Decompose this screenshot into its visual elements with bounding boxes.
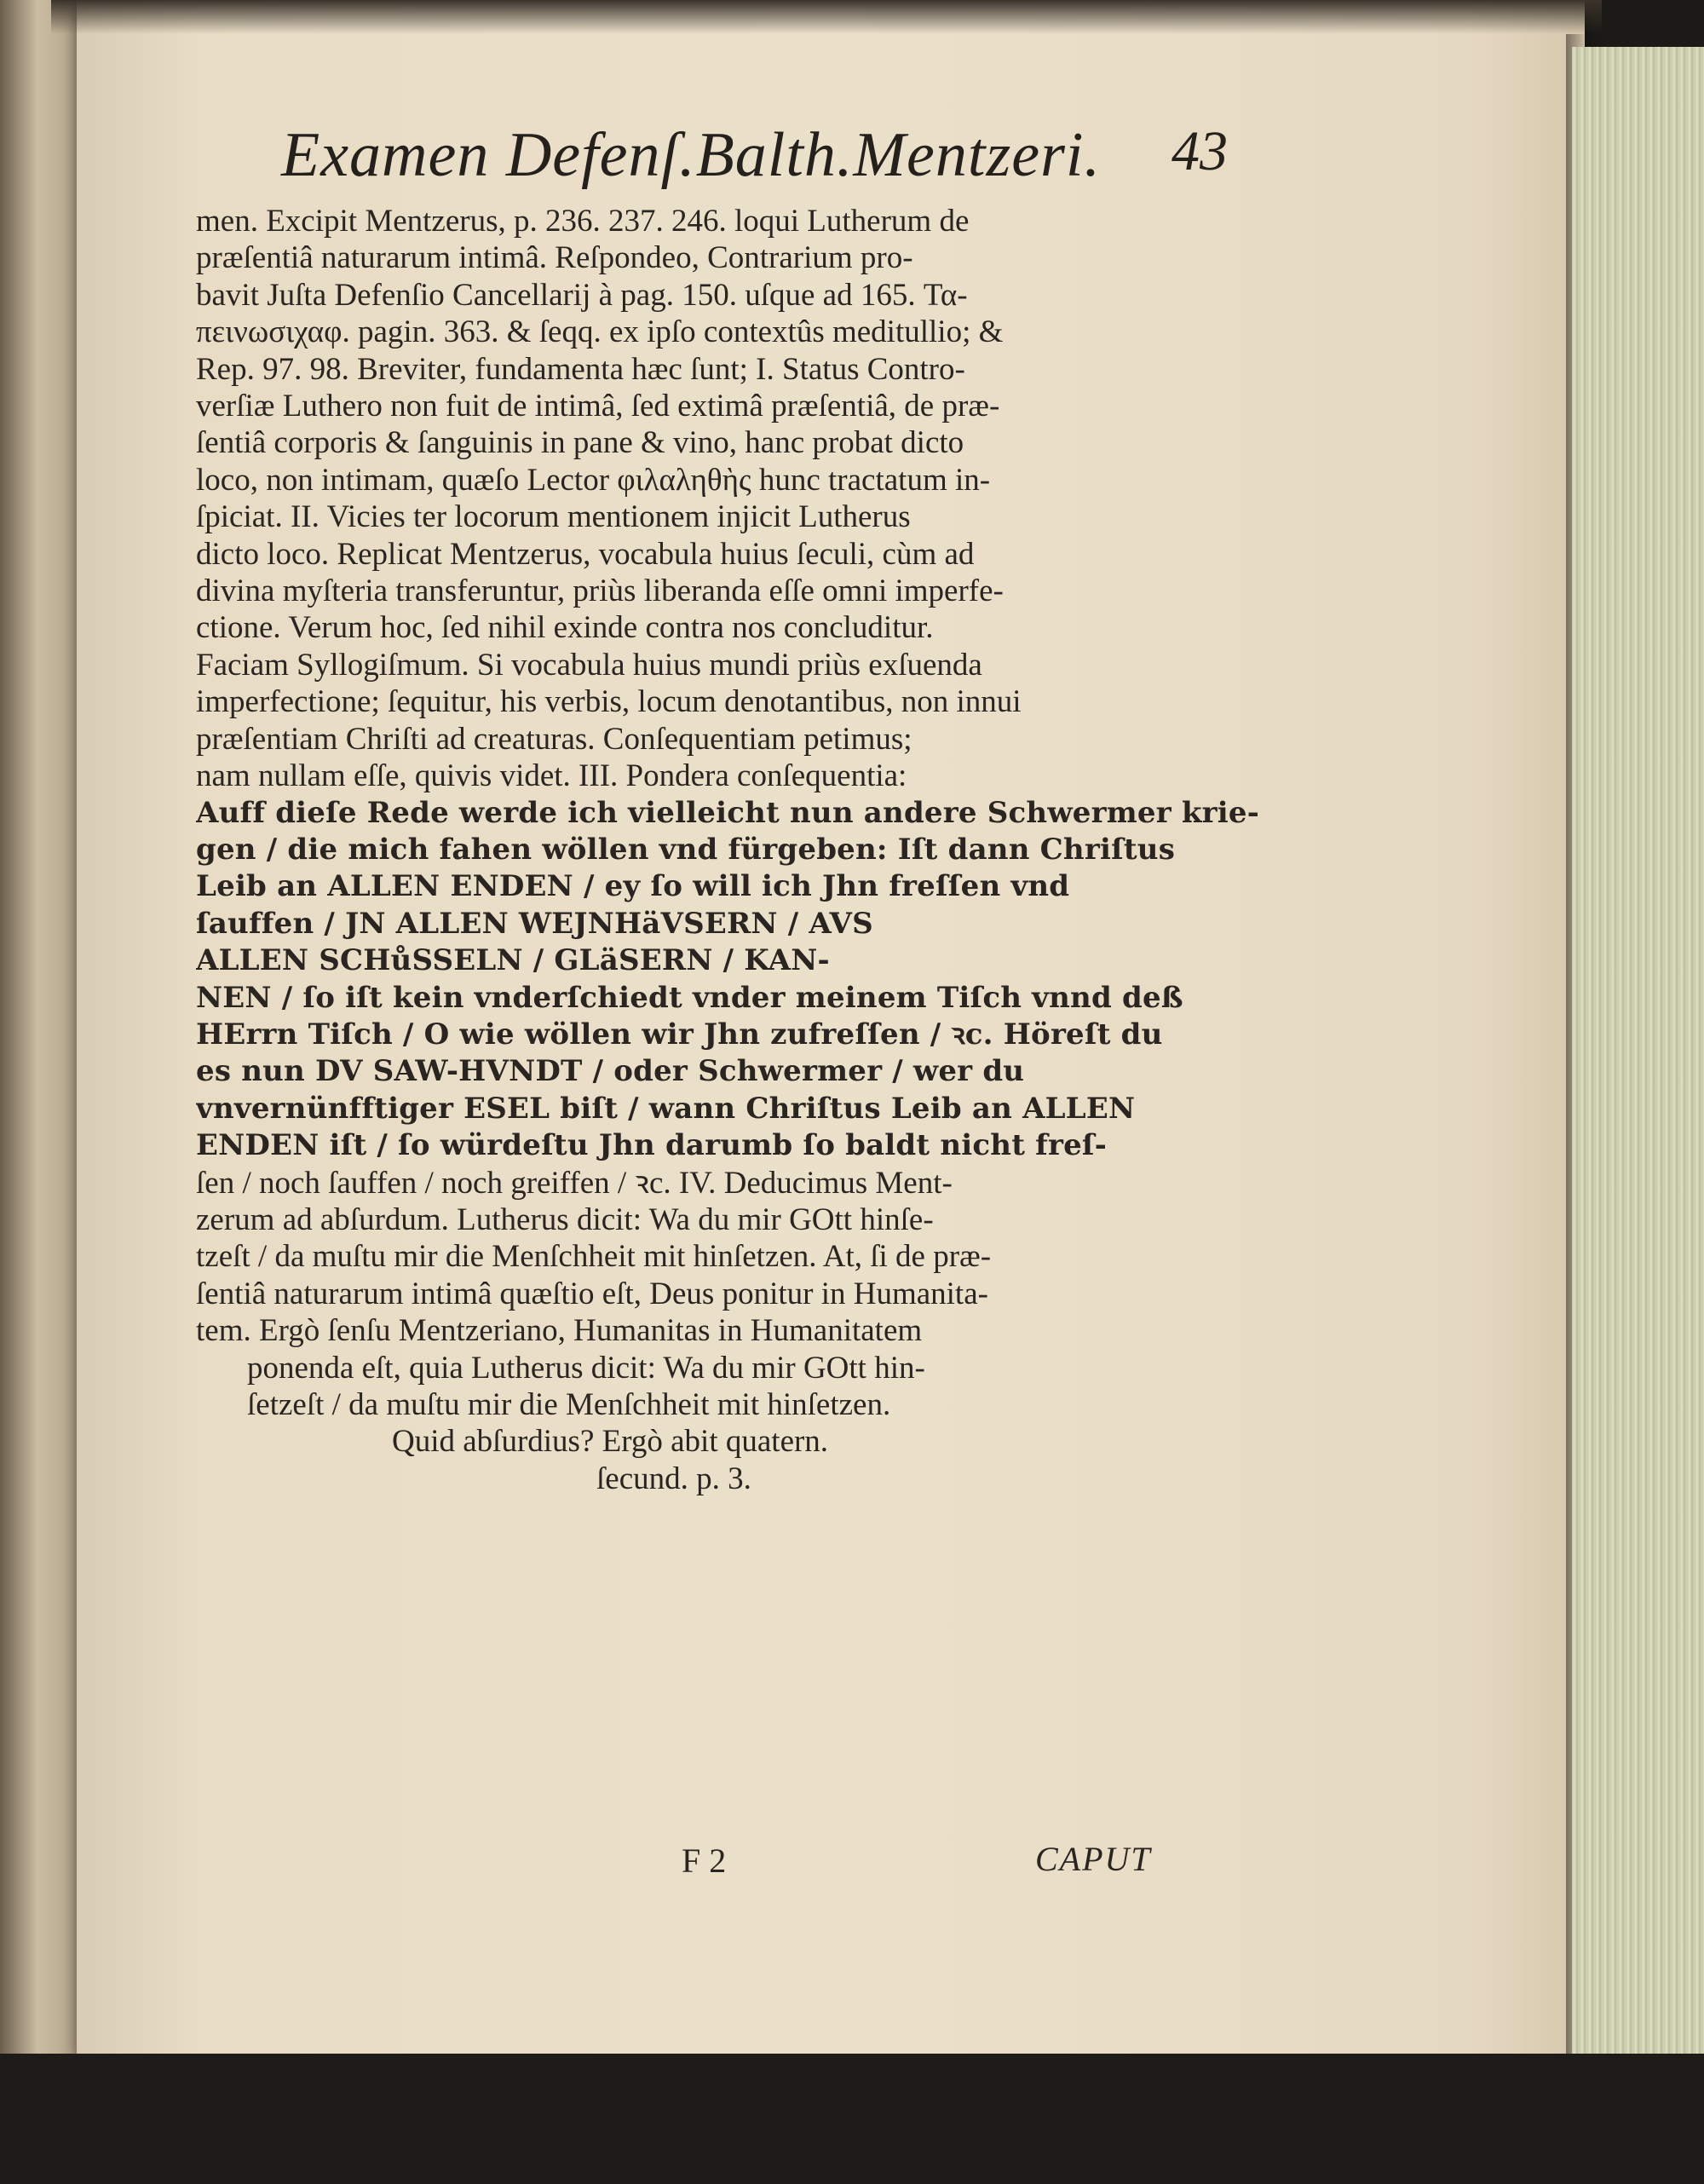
text-line-fraktur: gen / die mich fahen wöllen vnd fürgeben: Iſt dann Chriſtus [196, 832, 1176, 867]
text-line: Quid abſurdius? Ergò abit quatern. [392, 1424, 829, 1460]
signature-mark: F 2 [682, 1841, 727, 1880]
text-line: verſiæ Luthero non fuit de intimâ, ſed extimâ præſentiâ, de præ- [196, 389, 1000, 424]
text-line-fraktur: ſauffen / JN ALLEN WEJNHäVSERN / AVS [196, 906, 873, 941]
book-page-edges [1572, 47, 1704, 2092]
text-line: zerum ad abſurdum. Lutherus dicit: Wa du mir GOtt hinſe- [196, 1201, 934, 1237]
body-text [196, 203, 1508, 1497]
text-line: nam nullam eſſe, quivis videt. III. Pondera conſequentia: [196, 758, 907, 794]
text-line: ctione. Verum hoc, ſed nihil exinde contra nos concluditur. [196, 610, 934, 646]
text-line: πεινωσιχαφ. pagin. 363. & ſeqq. ex ipſo contextûs meditullio; & [196, 314, 1004, 350]
text-line: ſentiâ corporis & ſanguinis in pane & vino, hanc probat dicto [196, 425, 964, 461]
text-line-fraktur: vnvernünfftiger ESEL biſt / wann Chriſtus Leib an ALLEN [196, 1091, 1136, 1126]
text-line-fraktur: ALLEN SCHůSSELN / GLäSERN / KAN- [196, 943, 830, 978]
running-title: Examen Defenſ.Balth.Mentzeri. [281, 120, 1101, 190]
text-line: men. Excipit Mentzerus, p. 236. 237. 246. loqui Lutherum de [196, 204, 970, 239]
text-line: divina myſteria transferuntur, priùs liberanda eſſe omni imperfe- [196, 573, 1004, 609]
text-line: imperfectione; ſequitur, his verbis, locum denotantibus, non innui [196, 684, 1022, 720]
text-line-fraktur: HErrn Tiſch / O wie wöllen wir Jhn zufreſſen / ꝛc. Höreſt du [196, 1017, 1163, 1052]
text-line: ſpiciat. II. Vicies ter locorum mentionem injicit Lutherus [196, 499, 911, 535]
text-line: ſetzeſt / da muſtu mir die Menſchheit mit hinſetzen. [247, 1387, 891, 1422]
scan-background [0, 2054, 1704, 2184]
text-line-fraktur: NEN / ſo iſt kein vnderſchiedt vnder meinem Tiſch vnnd deß [196, 980, 1183, 1015]
text-line: præſentiâ naturarum intimâ. Reſpondeo, Contrarium pro- [196, 240, 913, 276]
text-line: ponenda eſt, quia Lutherus dicit: Wa du mir GOtt hin- [247, 1350, 925, 1386]
text-line-fraktur: Leib an ALLEN ENDEN / ey ſo will ich Jhn freſſen vnd [196, 869, 1070, 904]
page-number: 43 [1172, 120, 1228, 182]
text-line: Faciam Syllogiſmum. Si vocabula huius mundi priùs exſuenda [196, 647, 982, 683]
catchword: CAPUT [1035, 1840, 1152, 1878]
text-line-fraktur: Auff dieſe Rede werde ich vielleicht nun andere Schwermer krie- [196, 795, 1260, 830]
text-line-fraktur: ENDEN iſt / ſo würdeſtu Jhn darumb ſo baldt nicht freſ- [196, 1128, 1108, 1163]
text-line: tzeſt / da muſtu mir die Menſchheit mit hinſetzen. At, ſi de præ- [196, 1239, 992, 1275]
text-line: loco, non intimam, quæſo Lector φιλαληθὴς hunc tractatum in- [196, 462, 991, 498]
text-line: Rep. 97. 98. Breviter, fundamenta hæc ſunt; I. Status Contro- [196, 351, 965, 387]
text-line: dicto loco. Replicat Mentzerus, vocabula huius ſeculi, cùm ad [196, 536, 975, 572]
text-line: ſentiâ naturarum intimâ quæſtio eſt, Deus ponitur in Humanita- [196, 1276, 988, 1311]
text-line: tem. Ergò ſenſu Mentzeriano, Humanitas in Humanitatem [196, 1313, 923, 1349]
text-line-fraktur: es nun DV SAW-HVNDT / oder Schwermer / wer du [196, 1054, 1025, 1089]
text-line: ſecund. p. 3. [596, 1461, 751, 1496]
top-edge-shadow [51, 0, 1602, 34]
text-line: præſentiam Chriſti ad creaturas. Conſequentiam petimus; [196, 721, 912, 757]
text-line: ſen / noch ſauffen / noch greiffen / ꝛc. IV. Deducimus Ment- [196, 1165, 953, 1201]
text-line: bavit Juſta Defenſio Cancellarij à pag. 150. uſque ad 165. Τα- [196, 277, 968, 313]
